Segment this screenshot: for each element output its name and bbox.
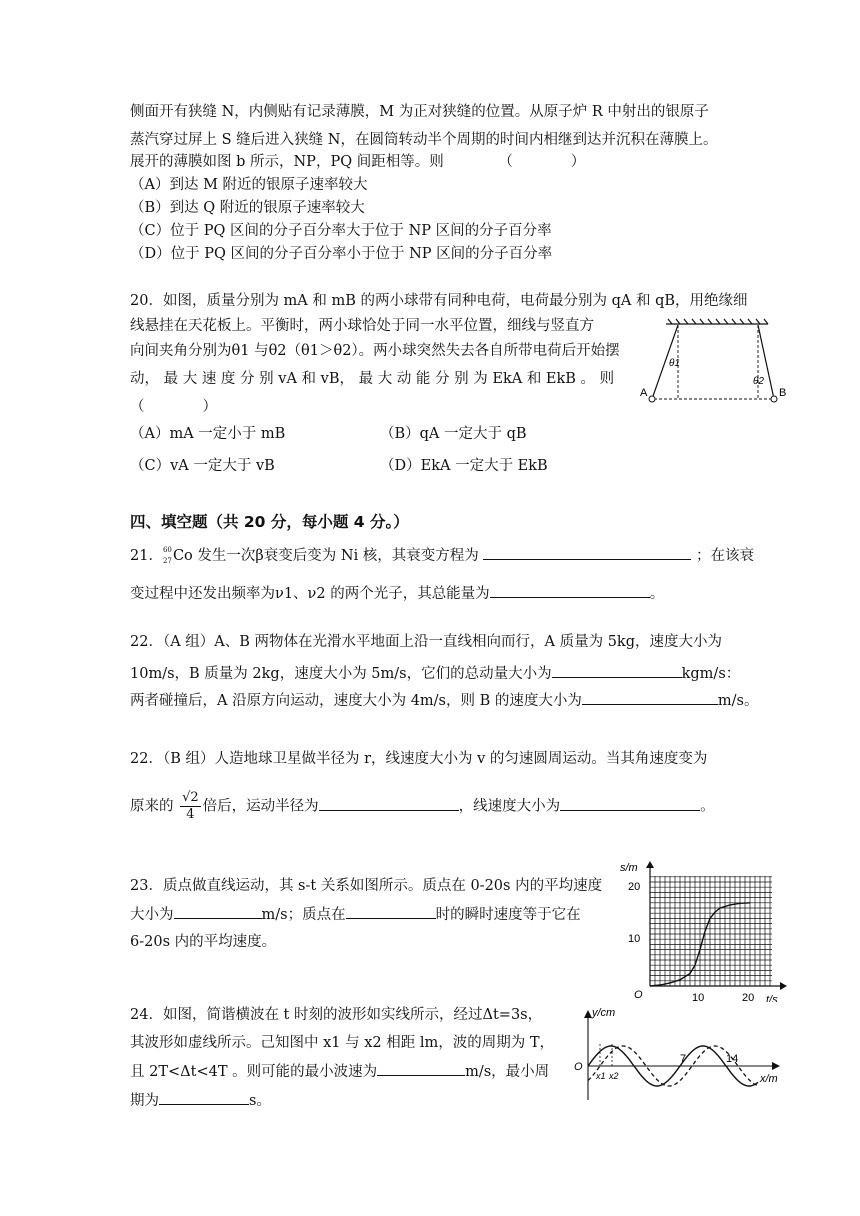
q24-stem-4: m/s，最小周 <box>465 1064 550 1080</box>
q19-option-a: （A）到达 M 附近的银原子速率较大 <box>130 177 368 193</box>
wave-x-label: x/m <box>760 1073 778 1085</box>
q21-line-2 <box>130 583 664 604</box>
q20-option-a: （A）mA 一定小于 mB <box>130 426 286 442</box>
q22a-blank-1[interactable] <box>552 663 682 678</box>
q20-pendulum-figure <box>640 318 790 408</box>
q22b-stem-4: ，线速度大小为 <box>458 798 561 815</box>
q22b-fraction-numerator: √2 <box>182 790 199 805</box>
q22b-blank-2[interactable] <box>560 796 700 811</box>
q19-option-b: （B）到达 Q 附近的银原子速率较大 <box>130 200 365 216</box>
q22b-line-1: 22．（B 组）人造地球卫星做半径为 r，线速度大小为 v 的匀速圆周运动。当其角速度变为 <box>130 751 708 767</box>
q23-stem-2: 大小为 <box>130 907 174 923</box>
q23-line-2 <box>130 904 581 925</box>
q21-blank-2[interactable] <box>490 583 650 598</box>
q23-line-3: 6-20s 内的平均速度。 <box>130 934 277 950</box>
q20-line-1: 20．如图，质量分别为 mA 和 mB 的两小球带有同种电荷，电荷最分别为 qA 和 qB，用绝缘细 <box>130 293 748 309</box>
chart-grid <box>650 876 772 986</box>
q22a-unit-2: m/s。 <box>717 693 759 709</box>
q23-line-1: 23．质点做直线运动，其 s-t 关系如图所示。质点在 0-20s 内的平均速度 <box>130 878 603 894</box>
q20-option-d: （D）EkA 一定大于 EkB <box>380 458 548 474</box>
wave-y-axis-arrow-icon <box>584 1010 592 1018</box>
label-b: B <box>779 387 787 399</box>
x-axis-label: t/s <box>766 994 778 1002</box>
q21-mass-number: 60 <box>162 546 172 554</box>
q21-blank-1[interactable] <box>483 545 691 560</box>
q20-answer-bracket: （ ） <box>130 399 217 415</box>
q22b-stem-3: 倍后，运动半径为 <box>202 798 319 815</box>
q19-option-d: （D）位于 PQ 区间的分子百分率小于位于 NP 区间的分子百分率 <box>130 246 553 262</box>
y-axis-label: s/m <box>620 862 638 874</box>
q23-st-chart <box>616 858 796 1002</box>
ball-b <box>771 396 777 402</box>
section-4-title: 四、填空题（共 20 分，每小题 4 分。） <box>130 513 409 531</box>
q24-line-2: 其波形如虚线所示。己知图中 x1 与 x2 相距 lm，波的周期为 T， <box>130 1035 555 1051</box>
q19-stem-end: 展开的薄膜如图 b 所示，NP，PQ 间距相等。则 <box>130 154 444 170</box>
q20-line-3: 向间夹角分别为θ1 与θ2（θ1＞θ2）。两小球突然失去各自所带电荷后开始摆 <box>130 343 620 359</box>
q20-line-4: 动， 最 大 速 度 分 别 vA 和 vB， 最 大 动 能 分 别 为 EkA 和 EkB 。 则 <box>130 371 615 387</box>
label-theta1: θ1 <box>669 358 680 369</box>
q21-atomic-number: 27 <box>162 557 172 565</box>
q23-stem-4: 时的瞬时速度等于它在 <box>435 907 581 923</box>
wave-y-label: y/cm <box>592 1007 616 1019</box>
wave-x2-label: x2 <box>609 1071 619 1081</box>
q23-blank-2[interactable] <box>346 904 436 919</box>
q19-line-1: 侧面开有狭缝 N，内侧贴有记录薄膜，M 为正对狭缝的位置。从原子炉 R 中射出的银原子 <box>130 104 709 120</box>
q24-stem-3: 且 2T<Δt<4T 。则可能的最小波速为 <box>130 1064 378 1080</box>
q19-line-2: 蒸汽穿过屏上 S 缝后进入狭缝 N，在圆筒转动半个周期的时间内相继到达并沉积在薄膜上。 <box>130 132 718 148</box>
q22b-end: 。 <box>700 798 715 815</box>
y-tick-20: 20 <box>628 881 641 893</box>
q22b-fraction <box>180 790 201 823</box>
wave-x1-label: x1 <box>596 1071 606 1081</box>
y-axis-arrow-icon <box>646 861 654 868</box>
q22b-fraction-denominator: 4 <box>186 807 195 822</box>
q24-line-1: 24．如图，简谐横波在 t 时刻的波形如实线所示，经过Δt=3s， <box>130 1007 543 1023</box>
origin-label: O <box>634 989 643 1001</box>
q21-stem-2: 变过程中还发出频率为ν1、ν2 的两个光子，其总能量为 <box>130 586 490 602</box>
q22a-stem-2: 10m/s，B 质量为 2kg，速度大小为 5m/s，它们的总动量大小为 <box>130 666 552 682</box>
q19-option-c: （C）位于 PQ 区间的分子百分率大于位于 NP 区间的分子百分率 <box>130 223 552 239</box>
q19-answer-bracket: （ ） <box>498 154 586 170</box>
x-axis-arrow-icon <box>780 982 787 990</box>
q23-stem-3: m/s；质点在 <box>261 907 346 923</box>
q24-wave-figure <box>566 1004 788 1104</box>
q20-option-b: （B）qA 一定大于 qB <box>380 426 527 442</box>
q22a-blank-2[interactable] <box>582 690 718 705</box>
q20-option-c: （C）vA 一定大于 vB <box>130 458 275 474</box>
q21-number: 21． <box>130 548 163 564</box>
q24-line-3 <box>130 1061 549 1082</box>
q24-blank-2[interactable] <box>159 1090 249 1105</box>
q22a-line-1: 22．（A 组）A、B 两物体在光滑水平地面上沿一直线相向而行，A 质量为 5kg，速度大小为 <box>130 634 722 650</box>
q22b-blank-1[interactable] <box>319 796 459 811</box>
q21-line-1 <box>130 545 754 566</box>
x-tick-10: 10 <box>692 992 705 1002</box>
q22a-stem-3: 两者碰撞后，A 沿原方向运动，速度大小为 4m/s，则 B 的速度大小为 <box>130 693 582 709</box>
label-theta2: θ2 <box>753 376 764 387</box>
wave-x-axis-arrow-icon <box>772 1062 780 1070</box>
q21-end: 。 <box>649 586 665 602</box>
q24-line-4 <box>130 1090 271 1111</box>
q24-end: s。 <box>249 1093 271 1109</box>
q22a-line-3 <box>130 690 758 711</box>
q24-blank-1[interactable] <box>377 1061 465 1076</box>
ceiling-hatching <box>666 319 768 324</box>
q21-stem: Co 发生一次β衰变后变为 Ni 核，其衰变方程为 <box>172 548 479 564</box>
q22a-line-2 <box>130 663 740 684</box>
ball-a <box>649 396 655 402</box>
q21-nuclide <box>162 546 173 565</box>
label-a: A <box>640 387 648 399</box>
thread-b <box>758 325 774 399</box>
y-tick-10: 10 <box>628 933 641 945</box>
q23-blank-1[interactable] <box>174 904 262 919</box>
wave-origin: O <box>574 1061 583 1073</box>
q19-line-3 <box>130 152 585 172</box>
wave-mark-7: 7 <box>680 1053 687 1065</box>
q24-stem-5: 期为 <box>130 1093 159 1109</box>
x-tick-20: 20 <box>742 992 755 1002</box>
wave-mark-14: 14 <box>726 1053 739 1065</box>
q21-stem-cont: ；在该衰 <box>696 548 755 564</box>
q22a-unit-1: kgm/s： <box>681 666 741 682</box>
q20-line-2: 线悬挂在天花板上。平衡时，两小球恰处于同一水平位置，细线与竖直方 <box>130 318 594 334</box>
q22b-stem-2: 原来的 <box>130 798 174 815</box>
q22b-line-2 <box>130 790 715 823</box>
